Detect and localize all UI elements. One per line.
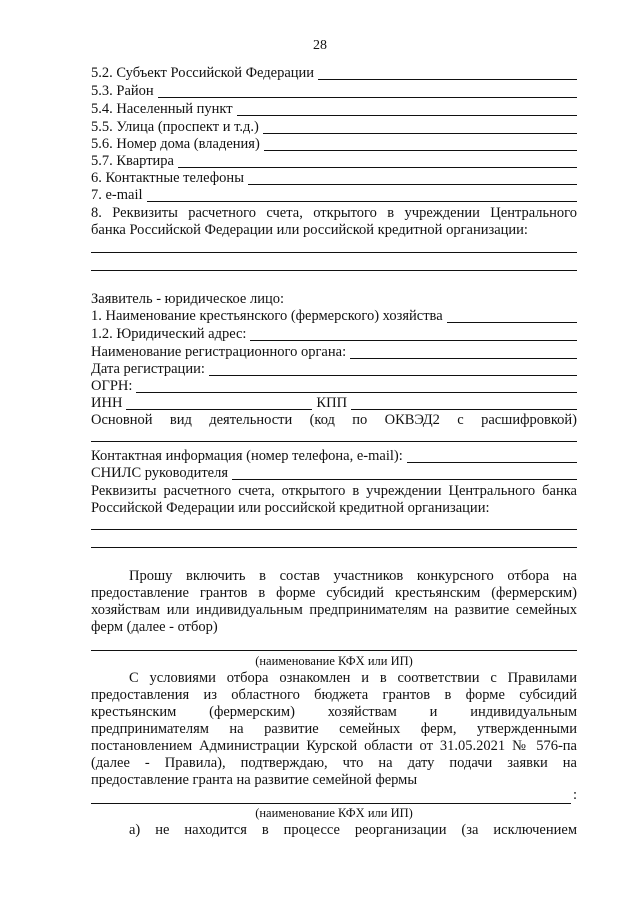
conditions-line-1: С условиями отбора ознакомлен и в соответствии с Правилами	[129, 670, 577, 686]
conditions-line-7: предоставление гранта на развитие семейной фермы	[91, 772, 418, 788]
field-label: 5.2. Субъект Российской Федерации	[91, 65, 315, 81]
field-reg-date	[91, 360, 577, 378]
field-label: СНИЛС руководителя	[91, 465, 229, 481]
field-label: 1.2. Юридический адрес:	[91, 326, 247, 342]
field-legal-address	[91, 325, 577, 343]
input-line[interactable]	[407, 449, 577, 463]
conditions-line-3: крестьянским (фермерским) хозяйствам и индивидуальным	[91, 704, 577, 720]
input-line[interactable]	[147, 188, 577, 202]
input-line[interactable]	[91, 252, 577, 253]
page-number: 28	[313, 38, 327, 53]
input-line[interactable]	[158, 84, 577, 98]
field-label: 5.7. Квартира	[91, 153, 174, 169]
input-line[interactable]	[237, 102, 577, 116]
field-phones	[91, 169, 577, 187]
field-district	[91, 82, 577, 100]
input-line[interactable]	[209, 362, 577, 376]
field-farm-name	[91, 307, 577, 325]
okved-label: Основной вид деятельности (код по ОКВЭД2 с расшифровкой)	[91, 412, 577, 428]
request-line-1: Прошу включить в состав участников конкурсного отбора на	[129, 568, 577, 584]
input-line[interactable]	[91, 441, 577, 442]
bank-details-line-2: банка Российской Федерации или российской кредитной организации:	[91, 222, 528, 238]
field-apartment	[91, 152, 577, 170]
field-label: 6. Контактные телефоны	[91, 170, 244, 186]
input-line[interactable]	[248, 171, 577, 185]
input-line[interactable]	[91, 803, 571, 804]
input-line[interactable]	[350, 345, 577, 359]
field-label: Наименование регистрационного органа:	[91, 344, 347, 360]
input-line[interactable]	[91, 270, 577, 271]
request-line-4: ферм (далее - отбор)	[91, 619, 218, 635]
conditions-line-6: (далее - Правила), подтверждаю, что на дату подачи заявки на	[91, 755, 577, 771]
field-street	[91, 118, 577, 136]
caption-kfh-ip: (наименование КФХ или ИП)	[255, 654, 413, 668]
field-label: Дата регистрации:	[91, 361, 205, 377]
input-line[interactable]	[318, 66, 577, 80]
input-line[interactable]	[250, 327, 577, 341]
field-subject	[91, 64, 577, 82]
conditions-line-4: предпринимателям на развитие семейных ферм, утвержденными	[91, 721, 577, 737]
field-label: 5.5. Улица (проспект и т.д.)	[91, 119, 259, 135]
item-a-line: а) не находится в процессе реорганизации (за исключением	[129, 822, 577, 838]
input-line[interactable]	[447, 309, 577, 323]
conditions-line-5: постановлением Администрации Курской области от 31.05.2021 № 576-па	[91, 738, 577, 754]
input-line[interactable]	[136, 379, 577, 393]
legal-entity-header: Заявитель - юридическое лицо:	[91, 291, 285, 307]
field-label: 5.6. Номер дома (владения)	[91, 136, 260, 152]
input-line[interactable]	[232, 466, 577, 480]
input-line[interactable]	[91, 547, 577, 548]
kpp-label: КПП	[316, 395, 348, 411]
field-label: ОГРН:	[91, 378, 133, 394]
field-settlement	[91, 100, 577, 118]
field-email	[91, 186, 577, 204]
inn-label: ИНН	[91, 395, 123, 411]
field-label: 7. e-mail	[91, 187, 143, 203]
request-line-3: хозяйствам или индивидуальным предпринимателям на развитие семейных	[91, 602, 577, 618]
field-label: 5.4. Населенный пункт	[91, 101, 233, 117]
bank2-line-2: Российской Федерации или российской кредитной организации:	[91, 500, 490, 516]
bank2-line-1: Реквизиты расчетного счета, открытого в учреждении Центрального банка	[91, 483, 577, 499]
field-ogrn	[91, 377, 577, 395]
field-contact-info	[91, 447, 577, 465]
input-line[interactable]	[91, 529, 577, 530]
field-snils	[91, 464, 577, 482]
colon-mark: :	[573, 787, 578, 803]
kpp-input-line[interactable]	[351, 396, 577, 410]
input-line[interactable]	[178, 154, 577, 168]
bank-details-line-1: 8. Реквизиты расчетного счета, открытого в учреждении Центрального	[91, 205, 577, 221]
field-label: 5.3. Район	[91, 83, 154, 99]
field-reg-authority	[91, 343, 577, 361]
input-line[interactable]	[263, 120, 577, 134]
field-house	[91, 135, 577, 153]
request-line-2: предоставление грантов в форме субсидий крестьянским (фермерским)	[91, 585, 577, 601]
field-label: Контактная информация (номер телефона, e-mail):	[91, 448, 403, 464]
input-line[interactable]	[264, 137, 577, 151]
inn-input-line[interactable]	[126, 396, 312, 410]
field-inn-kpp	[91, 394, 577, 412]
conditions-line-2: предоставления из областного бюджета грантов в форме субсидий	[91, 687, 577, 703]
field-label: 1. Наименование крестьянского (фермерского) хозяйства	[91, 308, 443, 324]
caption-kfh-ip-2: (наименование КФХ или ИП)	[255, 806, 413, 820]
input-line[interactable]	[91, 650, 577, 651]
